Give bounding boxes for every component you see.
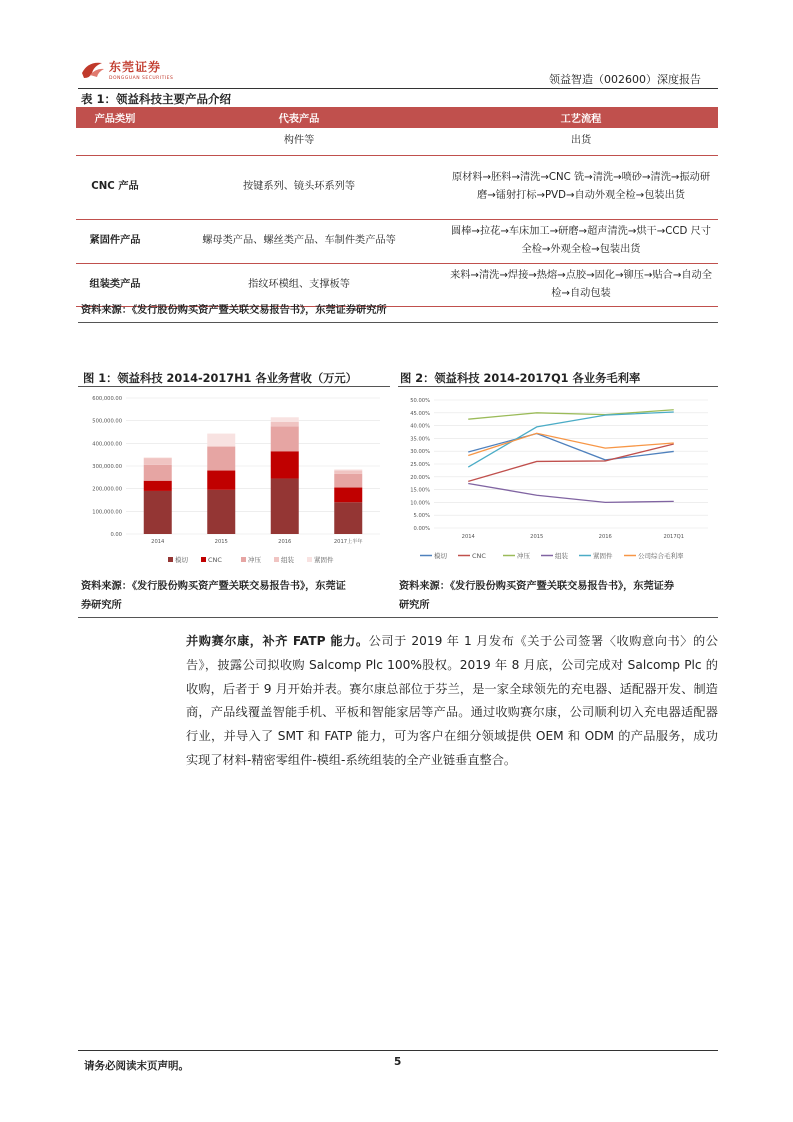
x-tick-label: 2014 <box>461 534 475 540</box>
y-tick-label: 50.00% <box>410 398 430 404</box>
category-cell: 紧固件产品 <box>76 219 154 263</box>
bar-segment <box>334 488 362 503</box>
logo-text-cn: 东莞证券 <box>109 60 162 74</box>
page-number: 5 <box>394 1056 402 1068</box>
bar-segment <box>271 478 299 534</box>
legend-label: 组装 <box>555 552 568 560</box>
y-tick-label: 0.00 <box>110 532 122 538</box>
y-tick-label: 0.00% <box>413 526 430 532</box>
y-tick-label: 15.00% <box>410 487 430 494</box>
column-header: 代表产品 <box>154 107 444 128</box>
legend-swatch <box>168 557 173 562</box>
figure2-title: 图 2：领益科技 2014-2017Q1 各业务毛利率 <box>400 372 641 385</box>
paragraph-lead: 并购赛尔康，补齐 FATP 能力。 <box>186 634 369 648</box>
bar-segment <box>271 451 299 478</box>
bar-segment <box>207 490 235 534</box>
bar-segment <box>334 474 362 488</box>
legend-label: 紧固件 <box>314 556 334 564</box>
y-tick-label: 40.00% <box>410 423 430 430</box>
figure1-source-line1: 资料来源：《发行股份购买资产暨关联交易报告书》，东莞证 <box>81 581 346 592</box>
figure1-source <box>81 577 399 615</box>
legend-swatch <box>241 557 246 562</box>
legend-label: 模切 <box>434 552 447 560</box>
legend-swatch <box>201 557 206 562</box>
process-cell: 出货 <box>444 128 718 155</box>
figure2-source-line2: 研究所 <box>399 600 430 611</box>
bar-segment <box>144 491 172 534</box>
bar-segment <box>271 417 299 422</box>
footer-notice: 请务必阅读末页声明。 <box>84 1060 189 1072</box>
body-paragraph <box>186 630 718 773</box>
x-tick-label: 2016 <box>278 539 292 545</box>
legend-label: CNC <box>208 556 222 564</box>
x-tick-label: 2014 <box>151 539 165 545</box>
bar-segment <box>207 447 235 471</box>
process-cell: 圆棒→拉花→车床加工→研磨→超声清洗→烘干→CCD 尺寸全检→外观全检→包装出货 <box>444 219 718 263</box>
y-tick-label: 600,000.00 <box>92 396 122 402</box>
process-cell: 来料→清洗→焊接→热熔→点胶→固化→铆压→贴合→自动全检→自动包装 <box>444 263 718 306</box>
legend-label: 紧固件 <box>593 552 613 560</box>
bar-segment <box>207 434 235 446</box>
y-tick-label: 10.00% <box>410 500 430 507</box>
bar-segment <box>144 481 172 491</box>
legend-swatch <box>274 557 279 562</box>
figure2-title-divider <box>398 386 718 387</box>
y-tick-label: 500,000.00 <box>92 418 122 425</box>
bar-segment <box>271 422 299 427</box>
bar-segment <box>334 471 362 474</box>
bar-segment <box>144 458 172 465</box>
figures-source-divider <box>78 617 718 618</box>
bar-segment <box>144 457 172 458</box>
column-header: 产品类别 <box>76 107 154 128</box>
y-tick-label: 5.00% <box>413 513 430 520</box>
gross-margin-line-chart <box>398 390 720 570</box>
x-tick-label: 2015 <box>530 534 544 540</box>
x-tick-label: 2015 <box>214 539 228 545</box>
products-cell: 按键系列、镜头环系列等 <box>154 155 444 219</box>
table-row <box>76 128 718 155</box>
bar-segment <box>144 465 172 481</box>
y-tick-label: 25.00% <box>410 462 430 468</box>
header-divider <box>78 88 718 89</box>
y-tick-label: 100,000.00 <box>92 509 122 516</box>
y-tick-label: 35.00% <box>410 436 430 443</box>
series-line <box>468 412 674 467</box>
products-cell: 指纹环模组、支撑板等 <box>154 263 444 306</box>
legend-label: 冲压 <box>248 556 261 564</box>
y-tick-label: 400,000.00 <box>92 441 122 448</box>
x-tick-label: 2017Q1 <box>663 534 685 540</box>
x-tick-label: 2016 <box>598 534 612 540</box>
bar-segment <box>207 446 235 447</box>
product-table <box>76 107 718 307</box>
figure2-source <box>399 577 721 615</box>
x-tick-label: 2017上半年 <box>333 539 363 545</box>
bar-segment <box>207 471 235 490</box>
table-title: 表 1：领益科技主要产品介绍 <box>81 92 232 106</box>
logo-text-en: DONGGUAN SECURITIES <box>109 76 174 81</box>
y-tick-label: 300,000.00 <box>92 464 122 470</box>
legend-label: 冲压 <box>517 552 530 560</box>
series-line <box>468 434 674 460</box>
figure1-source-line2: 券研究所 <box>81 600 122 611</box>
series-line <box>468 483 674 502</box>
category-cell: 组装类产品 <box>76 263 154 306</box>
logo-mark-icon <box>80 59 106 81</box>
revenue-stacked-bar-chart <box>80 390 390 570</box>
legend-label: 模切 <box>175 556 188 564</box>
footer-divider <box>78 1050 718 1051</box>
products-cell: 螺母类产品、螺丝类产品、车制件类产品等 <box>154 219 444 263</box>
figure1-title-divider <box>78 386 390 387</box>
category-cell <box>76 128 154 155</box>
report-label: 领益智造（002600）深度报告 <box>549 73 701 86</box>
products-cell: 构件等 <box>154 128 444 155</box>
column-header: 工艺流程 <box>444 107 718 128</box>
legend-label: CNC <box>472 552 486 560</box>
legend-swatch <box>307 557 312 562</box>
table-row <box>76 219 718 263</box>
table-row <box>76 155 718 219</box>
legend-label: 公司综合毛利率 <box>638 552 684 560</box>
y-tick-label: 30.00% <box>410 449 430 456</box>
legend-label: 组装 <box>281 556 294 564</box>
y-tick-label: 45.00% <box>410 410 430 417</box>
y-tick-label: 20.00% <box>410 474 430 481</box>
y-tick-label: 200,000.00 <box>92 486 122 493</box>
figure2-source-line1: 资料来源：《发行股份购买资产暨关联交易报告书》，东莞证券 <box>399 581 675 592</box>
bar-segment <box>271 426 299 451</box>
category-cell: CNC 产品 <box>76 155 154 219</box>
process-cell: 原材料→胚料→清洗→CNC 铣→清洗→喷砂→清洗→振动研磨→镭射打标→PVD→自动外观全检→包装出货 <box>444 155 718 219</box>
table-row <box>76 263 718 306</box>
series-line <box>468 410 674 419</box>
bar-segment <box>334 502 362 534</box>
table-source: 资料来源：《发行股份购买资产暨关联交易报告书》，东莞证券研究所 <box>81 305 387 316</box>
table-header-row <box>76 107 718 128</box>
bar-segment <box>334 469 362 470</box>
paragraph-body: 公司于 2019 年 1 月发布《关于公司签署〈收购意向书〉的公告》，披露公司拟收购 Salcomp Plc 100%股权。2019 年 8 月底，公司完成对 Salcomp Plc 的收购，后者于 9 月开始并表。赛尔康总部位于芬兰，是一家全球领先的充电器、适配器开发、制造商，产品线覆盖智能手机、平板和智能家居等产品。通过收购赛尔康，公司顺利切入充电器适配器行业，并导入了 SMT 和 FATP 能力，可为客户在细分领域提供 OEM 和 ODM 的产品服务，成功实现了材料-精密零组件-模组-系统组装的全产业链垂直整合。 <box>186 634 718 767</box>
table-source-divider <box>78 322 718 323</box>
brand-logo <box>80 58 173 81</box>
figure1-title: 图 1：领益科技 2014-2017H1 各业务营收（万元） <box>83 372 358 385</box>
